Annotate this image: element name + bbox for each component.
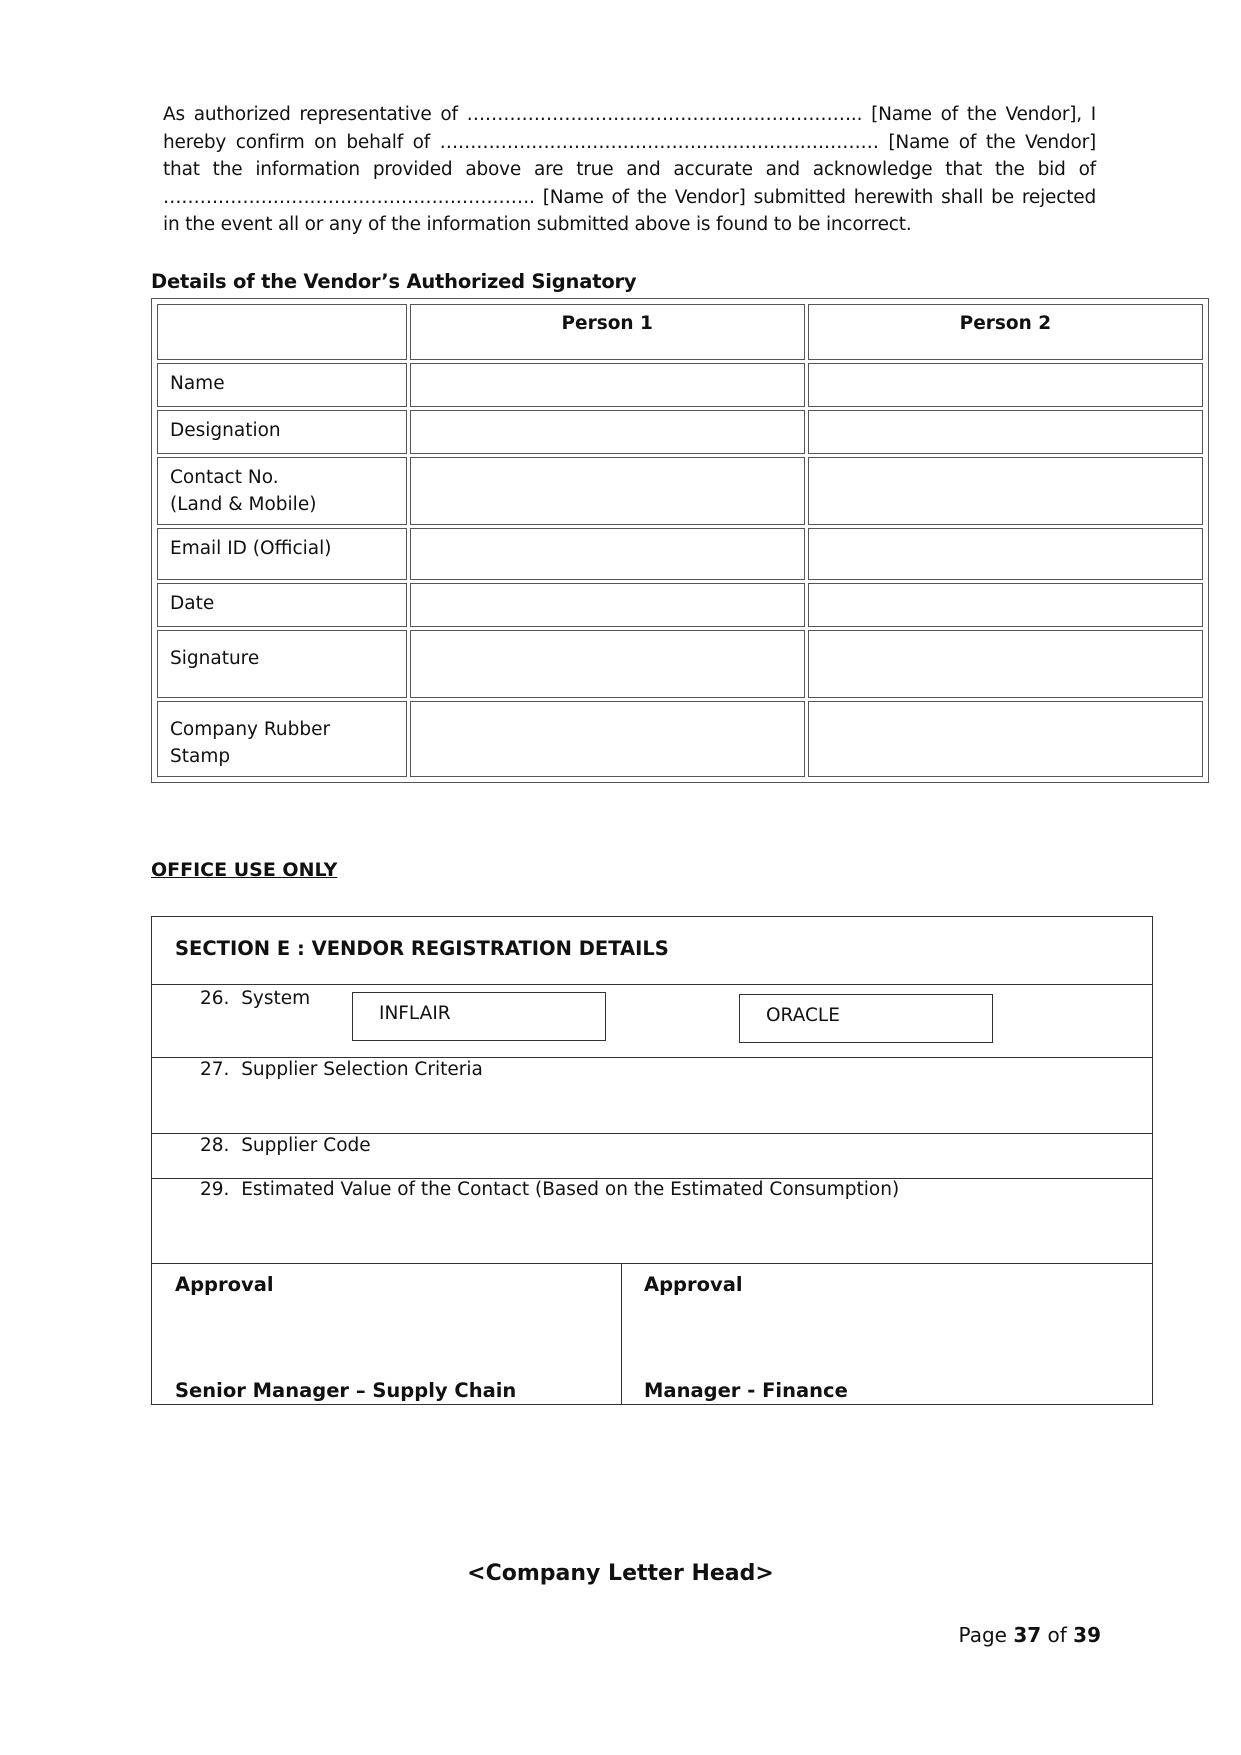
stamp-person-1-cell[interactable] [410,701,805,777]
table-row [157,410,1203,454]
selection-criteria-row [152,1057,1152,1134]
section-e-title: SECTION E : VENDOR REGISTRATION DETAILS [175,937,669,960]
signatory-header-person-1: Person 1 [410,304,805,360]
table-row [157,583,1203,627]
item-27 [200,1059,483,1080]
name-person-1-cell[interactable] [410,363,805,407]
approval-supply-chain [152,1263,622,1404]
company-letter-head: <Company Letter Head> [467,1561,774,1586]
item-26 [200,988,310,1009]
item-number: 29. [200,1179,230,1200]
approval-role: Manager - Finance [644,1379,848,1402]
system-row [152,984,1152,1058]
page-prefix: Page [958,1623,1007,1647]
date-person-2-cell[interactable] [808,583,1203,627]
approval-role: Senior Manager – Supply Chain [175,1379,517,1402]
table-row [157,457,1203,525]
section-e-box [151,916,1153,1405]
supplier-code-row [152,1133,1152,1179]
estimated-value-row [152,1178,1152,1264]
signatory-heading: Details of the Vendor’s Authorized Signatory [151,270,637,293]
system-option-inflair[interactable]: INFLAIR [352,992,606,1041]
approval-label: Approval [644,1273,743,1296]
row-label-contact: Contact No. (Land & Mobile) [157,457,407,525]
row-label-stamp: Company Rubber Stamp [157,701,407,777]
signatory-header-blank [157,304,407,360]
row-label-designation: Designation [157,410,407,454]
date-person-1-cell[interactable] [410,583,805,627]
item-28 [200,1135,371,1156]
table-row [157,701,1203,777]
page-number [959,1623,1101,1647]
item-29 [200,1179,899,1200]
system-option-oracle[interactable]: ORACLE [739,994,993,1043]
item-label: System [241,988,311,1009]
row-label-email: Email ID (Official) [157,528,407,580]
table-row [157,630,1203,698]
table-row [157,528,1203,580]
approval-finance [621,1263,1152,1404]
name-person-2-cell[interactable] [808,363,1203,407]
declaration-paragraph: As authorized representative of ……………………………………………………….. [Name of the Vendor], I hereby confirm on behalf of ……………………………………………………………… [Name of the Vendor] that the information provided above are true and accurate and acknowledge that the bid of ……………………………………………………. [Name of the Vendor] submitted herewith shall be rejected in the event all or any of the information submitted above is found to be incorrect. [163,104,1096,235]
contact-person-1-cell[interactable] [410,457,805,525]
row-label-name: Name [157,363,407,407]
row-label-signature: Signature [157,630,407,698]
item-label: Supplier Selection Criteria [241,1059,483,1080]
signature-person-2-cell[interactable] [808,630,1203,698]
signatory-header-row [157,304,1203,360]
contact-person-2-cell[interactable] [808,457,1203,525]
item-number: 28. [200,1135,230,1156]
signature-person-1-cell[interactable] [410,630,805,698]
row-label-date: Date [157,583,407,627]
signatory-header-person-2: Person 2 [808,304,1203,360]
page-of: of [1047,1623,1067,1647]
page-total: 39 [1073,1623,1101,1647]
designation-person-2-cell[interactable] [808,410,1203,454]
item-number: 27. [200,1059,230,1080]
email-person-2-cell[interactable] [808,528,1203,580]
approval-label: Approval [175,1273,274,1296]
office-use-title: OFFICE USE ONLY [151,859,338,881]
item-label: Estimated Value of the Contact (Based on the Estimated Consumption) [241,1179,900,1200]
table-row [157,363,1203,407]
email-person-1-cell[interactable] [410,528,805,580]
signatory-table [151,298,1209,783]
stamp-person-2-cell[interactable] [808,701,1203,777]
section-e-title-row [152,917,1152,985]
item-number: 26. [200,988,230,1009]
designation-person-1-cell[interactable] [410,410,805,454]
item-label: Supplier Code [241,1135,371,1156]
page-current: 37 [1013,1623,1042,1647]
